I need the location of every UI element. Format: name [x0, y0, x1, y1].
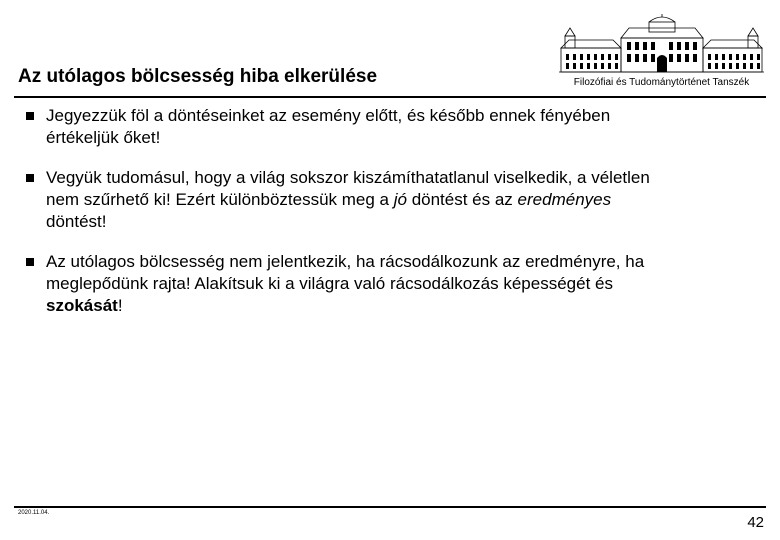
bullet-line [46, 295, 764, 317]
square-bullet-icon [26, 258, 34, 266]
bullet-text: döntést! [46, 212, 107, 231]
bullet-text: ! [117, 296, 123, 315]
bullet-line [46, 167, 764, 189]
slide-title: Az utólagos bölcsesség hiba elkerülése [18, 66, 378, 87]
bullet-text: eredményes [517, 190, 612, 209]
bullet-text: Vegyük tudomásul, hogy a világ sokszor kiszámíthatatlanul viselkedik, a véletlen [46, 168, 650, 187]
bullet-text: Jegyezzük föl a döntéseinket az esemény előtt, és később ennek fényében [46, 106, 611, 125]
bullet-item [24, 167, 764, 233]
bullet-line [46, 273, 764, 295]
bullet-line [46, 251, 764, 273]
bullet-text: döntést és az [406, 190, 518, 209]
bullet-line [46, 105, 764, 127]
department-name: Filozófiai és Tudománytörténet Tanszék [573, 77, 750, 88]
bullet-item [24, 105, 764, 149]
footer-date: 2020.11.04. [18, 510, 50, 516]
bullet-list [24, 105, 764, 335]
square-bullet-icon [26, 112, 34, 120]
bullet-line [46, 189, 764, 211]
footer-divider [14, 506, 766, 508]
bullet-text: nem szűrhető ki! Ezért különböztessük meg a [46, 190, 394, 209]
bullet-text: szokását [46, 296, 118, 315]
bullet-text: jó [393, 190, 407, 209]
bullet-text: meglepődünk rajta! Alakítsuk ki a világra való rácsodálkozás képességét és [46, 274, 613, 293]
bullet-text: Az utólagos bölcsesség nem jelentkezik, ha rácsodálkozunk az eredményre, ha [46, 252, 645, 271]
page-number: 42 [747, 514, 764, 531]
bullet-line [46, 211, 764, 233]
header-divider [14, 96, 766, 98]
bullet-text: értékeljük őket! [46, 128, 161, 147]
university-logo [557, 14, 766, 94]
building-icon [557, 14, 766, 76]
bullet-line [46, 127, 764, 149]
square-bullet-icon [26, 174, 34, 182]
bullet-item [24, 251, 764, 317]
